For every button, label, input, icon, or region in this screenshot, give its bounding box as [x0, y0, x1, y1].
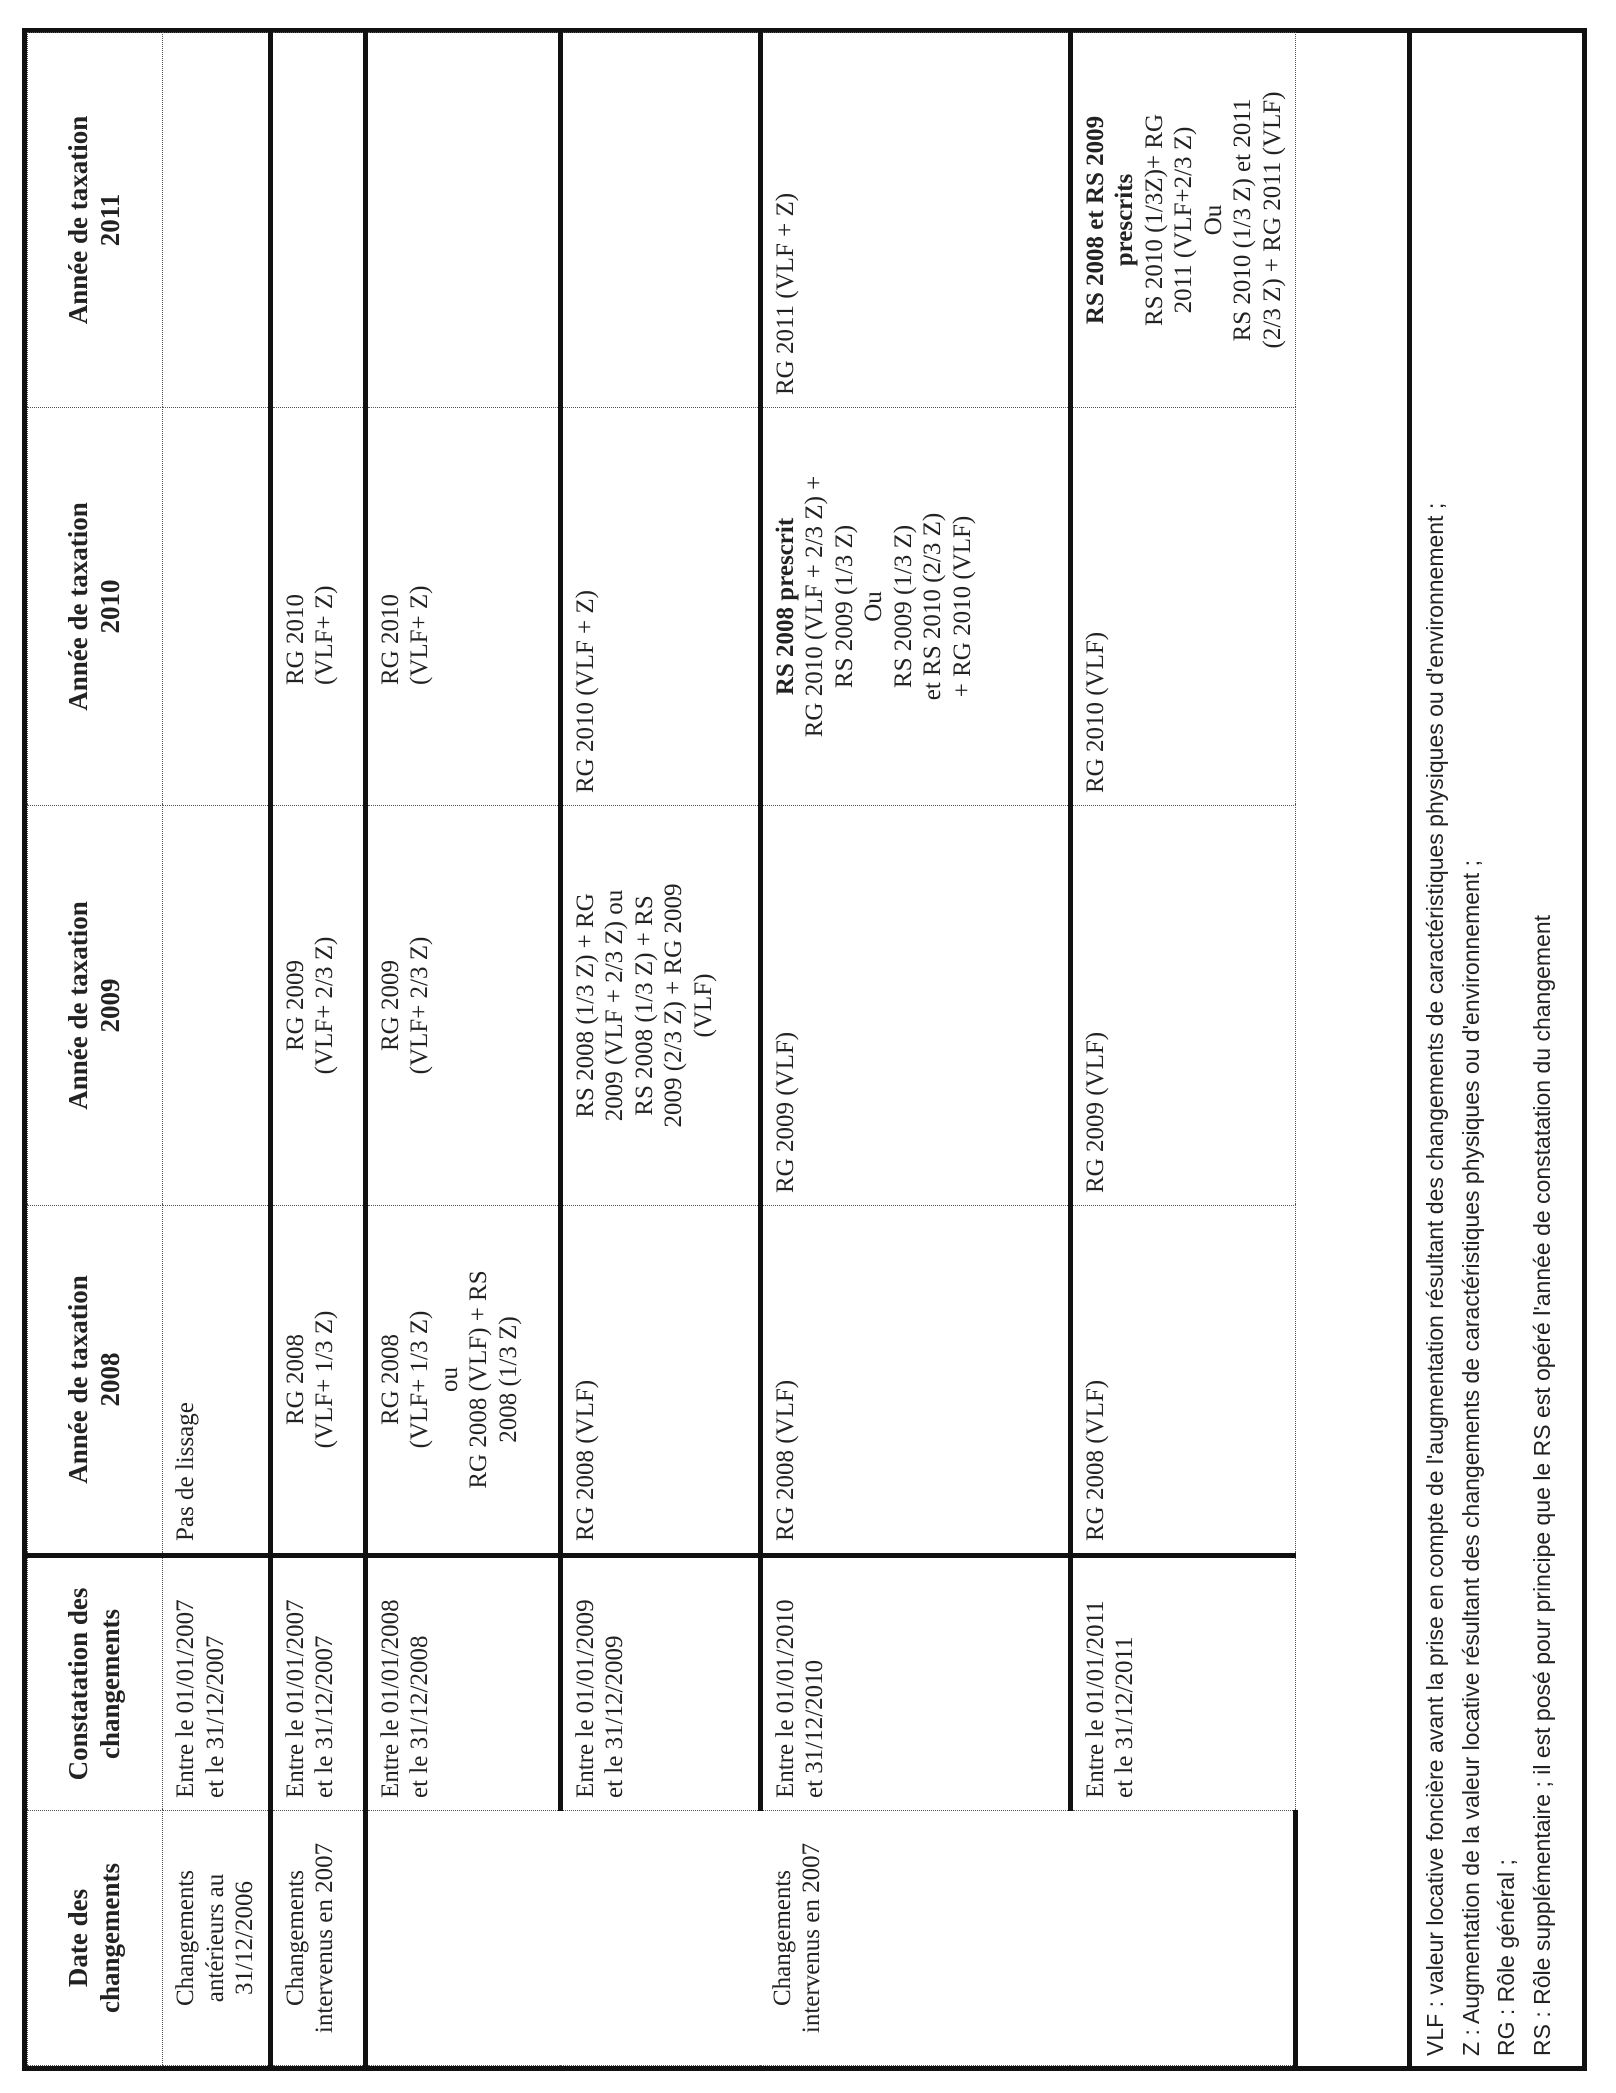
table-row: [760, 33, 1070, 2066]
row3-2009: RS 2008 (1/3 Z) + RG 2009 (VLF + 2/3 Z) ou RS 2008 (1/3 Z) + RS 2009 (2/3 Z) + RG 2009 (VLF): [560, 806, 760, 1206]
header-row: [28, 33, 163, 2066]
legend-z: Z : Augmentation de la valeur locative résultant des changements de caractéristiques physiques ou d'environnement ;: [1457, 860, 1484, 2056]
row4-constatation: Entre le 01/01/2010 et 31/12/2010: [760, 1556, 1070, 1811]
row1-2008: RG 2008 (VLF+ 1/3 Z): [270, 1206, 365, 1556]
row2-2008: RG 2008 (VLF+ 1/3 Z) ou RG 2008 (VLF) + RS 2008 (1/3 Z): [365, 1206, 560, 1556]
row3-2011: [560, 33, 760, 408]
row5-2010: RG 2010 (VLF): [1070, 408, 1296, 806]
header-2008: Année de taxation 2008: [28, 1206, 163, 1556]
header-constatation: Constatation des changements: [28, 1556, 163, 1811]
row2-2011: [365, 33, 560, 408]
row1-date: Changements intervenus en 2007: [270, 1811, 365, 2066]
row0-2009: [163, 806, 271, 1206]
legend: [1407, 33, 1582, 2066]
table-row: [365, 33, 560, 2066]
row5-constatation: Entre le 01/01/2011 et le 31/12/2011: [1070, 1556, 1296, 1811]
row2-2009: RG 2009 (VLF+ 2/3 Z): [365, 806, 560, 1206]
table-row: [1070, 33, 1296, 2066]
row0-date: Changements antérieurs au 31/12/2006: [163, 1811, 271, 2066]
legend-rg: RG : Rôle général ;: [1493, 1859, 1520, 2056]
header-2010: Année de taxation 2010: [28, 408, 163, 806]
table-frame: [22, 28, 1587, 2071]
row1-constatation: Entre le 01/01/2007 et le 31/12/2007: [270, 1556, 365, 1811]
row5-2011: RS 2008 et RS 2009 prescrits RS 2010 (1/3Z)+ RG 2011 (VLF+2/3 Z) Ou RS 2010 (1/3 Z) et 2011 (2/3 Z) + RG 2011 (VLF): [1070, 33, 1296, 408]
row0-2011: [163, 33, 271, 408]
merged-date-cell: Changements intervenus en 2007: [365, 1811, 1296, 2066]
header-2011: Année de taxation 2011: [28, 33, 163, 408]
row0-2008: Pas de lissage: [163, 1206, 271, 1556]
row0-2010: [163, 408, 271, 806]
taxation-table: [27, 32, 1298, 2066]
legend-vlf: VLF : valeur locative foncière avant la prise en compte de l'augmentation résultant des changements de caractéristiques physiques ou d'environnement ;: [1422, 502, 1448, 2056]
legend-rs: RS : Rôle supplémentaire ; il est posé pour principe que le RS est opéré l'année de constatation du changement: [1528, 914, 1555, 2056]
row1-2009: RG 2009 (VLF+ 2/3 Z): [270, 806, 365, 1206]
table-row: [270, 33, 365, 2066]
row1-2010: RG 2010 (VLF+ Z): [270, 408, 365, 806]
row2-constatation: Entre le 01/01/2008 et le 31/12/2008: [365, 1556, 560, 1811]
row4-2009: RG 2009 (VLF): [760, 806, 1070, 1206]
row4-2008: RG 2008 (VLF): [760, 1206, 1070, 1556]
row3-2010: RG 2010 (VLF + Z): [560, 408, 760, 806]
table-row: [560, 33, 760, 2066]
row3-2008: RG 2008 (VLF): [560, 1206, 760, 1556]
row5-2008: RG 2008 (VLF): [1070, 1206, 1296, 1556]
row0-constatation: Entre le 01/01/2007 et le 31/12/2007: [163, 1556, 271, 1811]
row4-2010: RS 2008 prescrit RG 2010 (VLF + 2/3 Z) + RS 2009 (1/3 Z) Ou RS 2009 (1/3 Z) et RS 2010 (2/3 Z) + RG 2010 (VLF): [760, 408, 1070, 806]
header-date: Date des changements: [28, 1811, 163, 2066]
table-row: [163, 33, 271, 2066]
row5-2009: RG 2009 (VLF): [1070, 806, 1296, 1206]
row4-2011: RG 2011 (VLF + Z): [760, 33, 1070, 408]
header-2009: Année de taxation 2009: [28, 806, 163, 1206]
row3-constatation: Entre le 01/01/2009 et le 31/12/2009: [560, 1556, 760, 1811]
row1-2011: [270, 33, 365, 408]
row2-2010: RG 2010 (VLF+ Z): [365, 408, 560, 806]
